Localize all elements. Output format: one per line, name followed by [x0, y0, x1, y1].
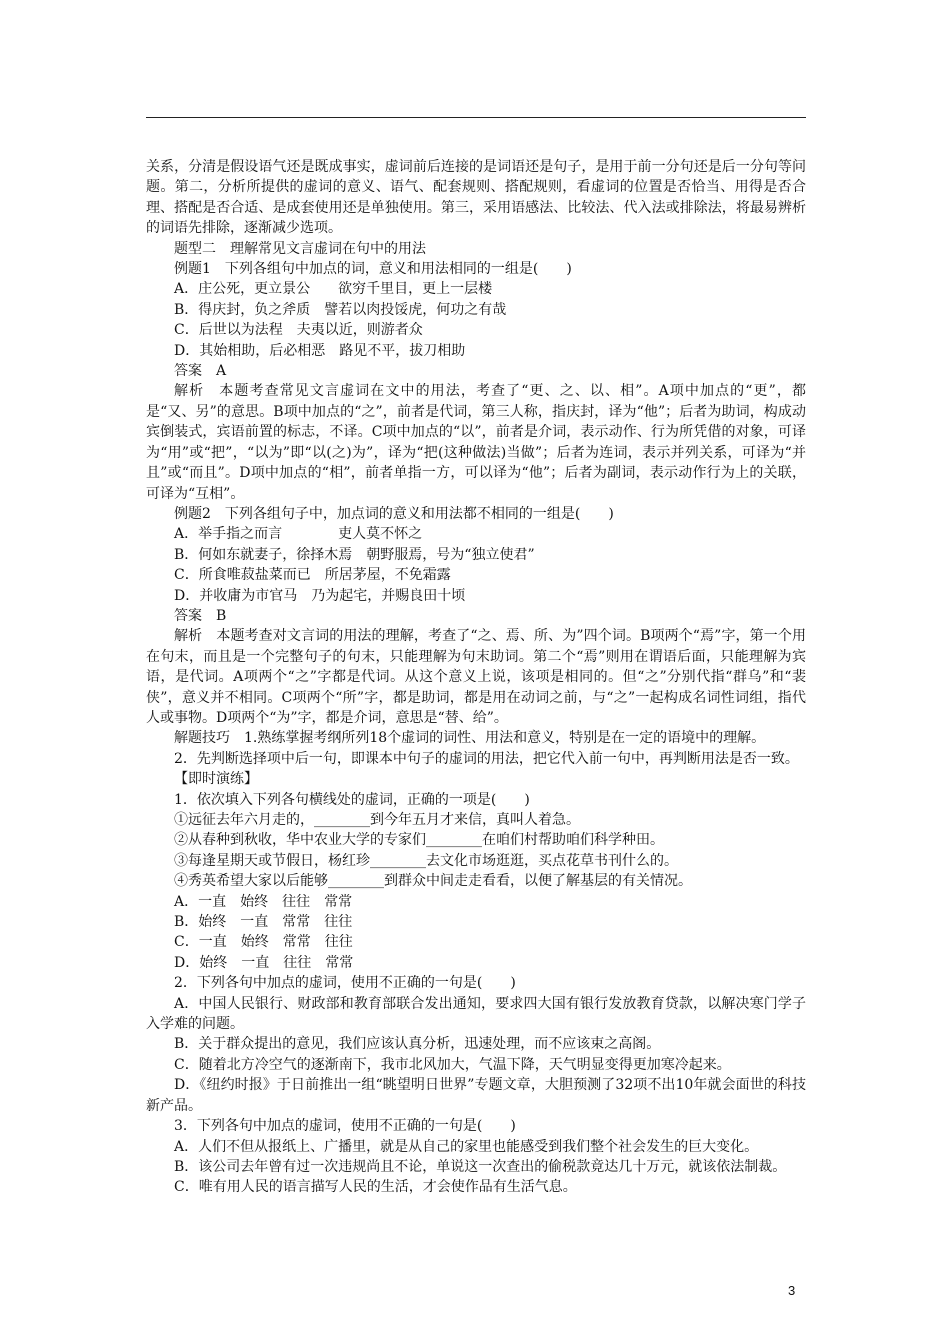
paragraph: 解析 本题考查常见文言虚词在文中的用法，考查了“更、之、以、相”。A项中加点的“更”，都是“又、另”的意思。B项中加点的“之”，前者是代词，第三人称，指庆封，译为“他”；后者为助词，构成动宾倒装式，宾语前置的标志，不译。C项中加点的“以”，前者是介词，表示动作、行为所凭借的对象，可译为“用”或“把”，“以为”即“以(之)为”，译为“把(这种做法)当做”；后者为连词，表示并列关系，可译为“并且”或“而且”。D项中加点的“相”，前者单指一方，可以译为“他”；后者为副词，表示动作行为上的关联，可译为“互相”。: [146, 383, 806, 502]
paragraph: B．何如东就妻子，徐择木焉 朝野服焉，号为“独立使君”: [174, 546, 535, 563]
paragraph: B．关于群众提出的意见，我们应该认真分析，迅速处理，而不应该束之高阁。: [174, 1036, 661, 1053]
paragraph: 关系，分清是假设语气还是既成事实，虚词前后连接的是词语还是句子，是用于前一分句还是后一分句等问题。第二，分析所提供的虚词的意义、语气、配套规则、搭配规则，看虚词的位置是否恰当、用得是否合理、搭配是否合适、是成套使用还是单独使用。第三，采用语感法、比较法、代入法或排除法，将最易辨析的词语先排除，逐渐减少选项。: [146, 159, 806, 237]
paragraph: A．人们不但从报纸上、广播里，就是从自己的家里也能感受到我们整个社会发生的巨大变化。: [174, 1138, 759, 1155]
paragraph: D．《纽约时报》于日前推出一组“眺望明日世界”专题文章，大胆预测了32项不出10年就会面世的科技新产品。: [146, 1077, 806, 1114]
paragraph: 例题2 下列各组句子中，加点词的意义和用法都不相同的一组是( ): [174, 505, 614, 522]
paragraph: 解题技巧 1.熟练掌握考纲所列18个虚词的词性、用法和意义，特别是在一定的语境中的理解。: [174, 730, 766, 747]
paragraph: D．其始相助，后必相恶 路见不平，拔刀相助: [174, 342, 466, 359]
paragraph: 2．先判断选择项中后一句，即课本中句子的虚词的用法，把它代入前一句中，再判断用法是否一致。: [174, 750, 799, 767]
paragraph: 【即时演练】: [174, 771, 258, 788]
paragraph: A．庄公死，更立景公 欲穷千里目，更上一层楼: [174, 281, 493, 298]
paragraph: 例题1 下列各组句中加点的词，意义和用法相同的一组是( ): [174, 261, 572, 278]
paragraph: A．一直 始终 往往 常常: [174, 893, 353, 910]
paragraph: 答案 A: [174, 363, 227, 380]
page-number: 3: [788, 1283, 796, 1298]
paragraph: D．并收庸为市官马 乃为起宅，并赐良田十顷: [174, 587, 466, 604]
header-rule: [146, 117, 806, 118]
paragraph: C．后世以为法程 夫夷以近，则游者众: [174, 322, 423, 339]
paragraph: B．得庆封，负之斧质 譬若以肉投馁虎，何功之有哉: [174, 301, 507, 318]
paragraph: 3．下列各句中加点的虚词，使用不正确的一句是( ): [174, 1118, 516, 1135]
paragraph: C．所食唯菽盐菜而已 所居茅屋，不免霜露: [174, 567, 451, 584]
paragraph: C．唯有用人民的语言描写人民的生活，才会使作品有生活气息。: [174, 1179, 577, 1196]
paragraph: C．一直 始终 常常 往往: [174, 934, 353, 951]
paragraph: 题型二 理解常见文言虚词在句中的用法: [174, 240, 426, 257]
paragraph: 解析 本题考查对文言词的用法的理解，考查了“之、焉、所、为”四个词。B项两个“焉”字，第一个用在句末，而且是一个完整句子的句末，只能理解为句末助词。第二个“焉”则用在谓语后面，只能理解为宾语，是代词。A项两个“之”字都是代词。从这个意义上说，该项是相同的。但“之”分别代指“群乌”和“裴侠”，意义并不相同。C项两个“所”字，都是助词，都是用在动词之前，与“之”一起构成名词性词组，指代人或事物。D项两个“为”字，都是介词，意思是“替、给”。: [146, 628, 806, 726]
paragraph: ④秀英希望大家以后能够________到群众中间走走看看，以便了解基层的有关情况。: [174, 873, 692, 890]
paragraph: 2．下列各句中加点的虚词，使用不正确的一句是( ): [174, 975, 516, 992]
paragraph: ①远征去年六月走的，________到今年五月才来信，真叫人着急。: [174, 812, 580, 828]
paragraph: A．中国人民银行、财政部和教育部联合发出通知，要求四大国有银行发放教育贷款，以解决寒门学子入学难的问题。: [146, 995, 806, 1033]
paragraph: ②从春种到秋收，华中农业大学的专家们________在咱们村帮助咱们科学种田。: [174, 832, 664, 849]
paragraph: D．始终 一直 往往 常常: [174, 954, 354, 971]
document-body: [146, 157, 806, 1198]
paragraph: C．随着北方冷空气的逐渐南下，我市北风加大，气温下降，天气明显变得更加寒冷起来。: [174, 1056, 731, 1073]
paragraph: B．始终 一直 常常 往往: [174, 914, 353, 931]
paragraph: 答案 B: [174, 607, 227, 624]
paragraph: 1．依次填入下列各句横线处的虚词，正确的一项是( ): [174, 791, 530, 808]
paragraph: A．举手指之而言 吏人莫不怀之: [174, 526, 423, 543]
paragraph: B．该公司去年曾有过一次违规尚且不论，单说这一次查出的偷税款竟达几十万元，就该依法制裁。: [174, 1158, 787, 1175]
paragraph: ③每逢星期天或节假日，杨红珍________去文化市场逛逛，买点花草书刊什么的。: [174, 852, 678, 869]
